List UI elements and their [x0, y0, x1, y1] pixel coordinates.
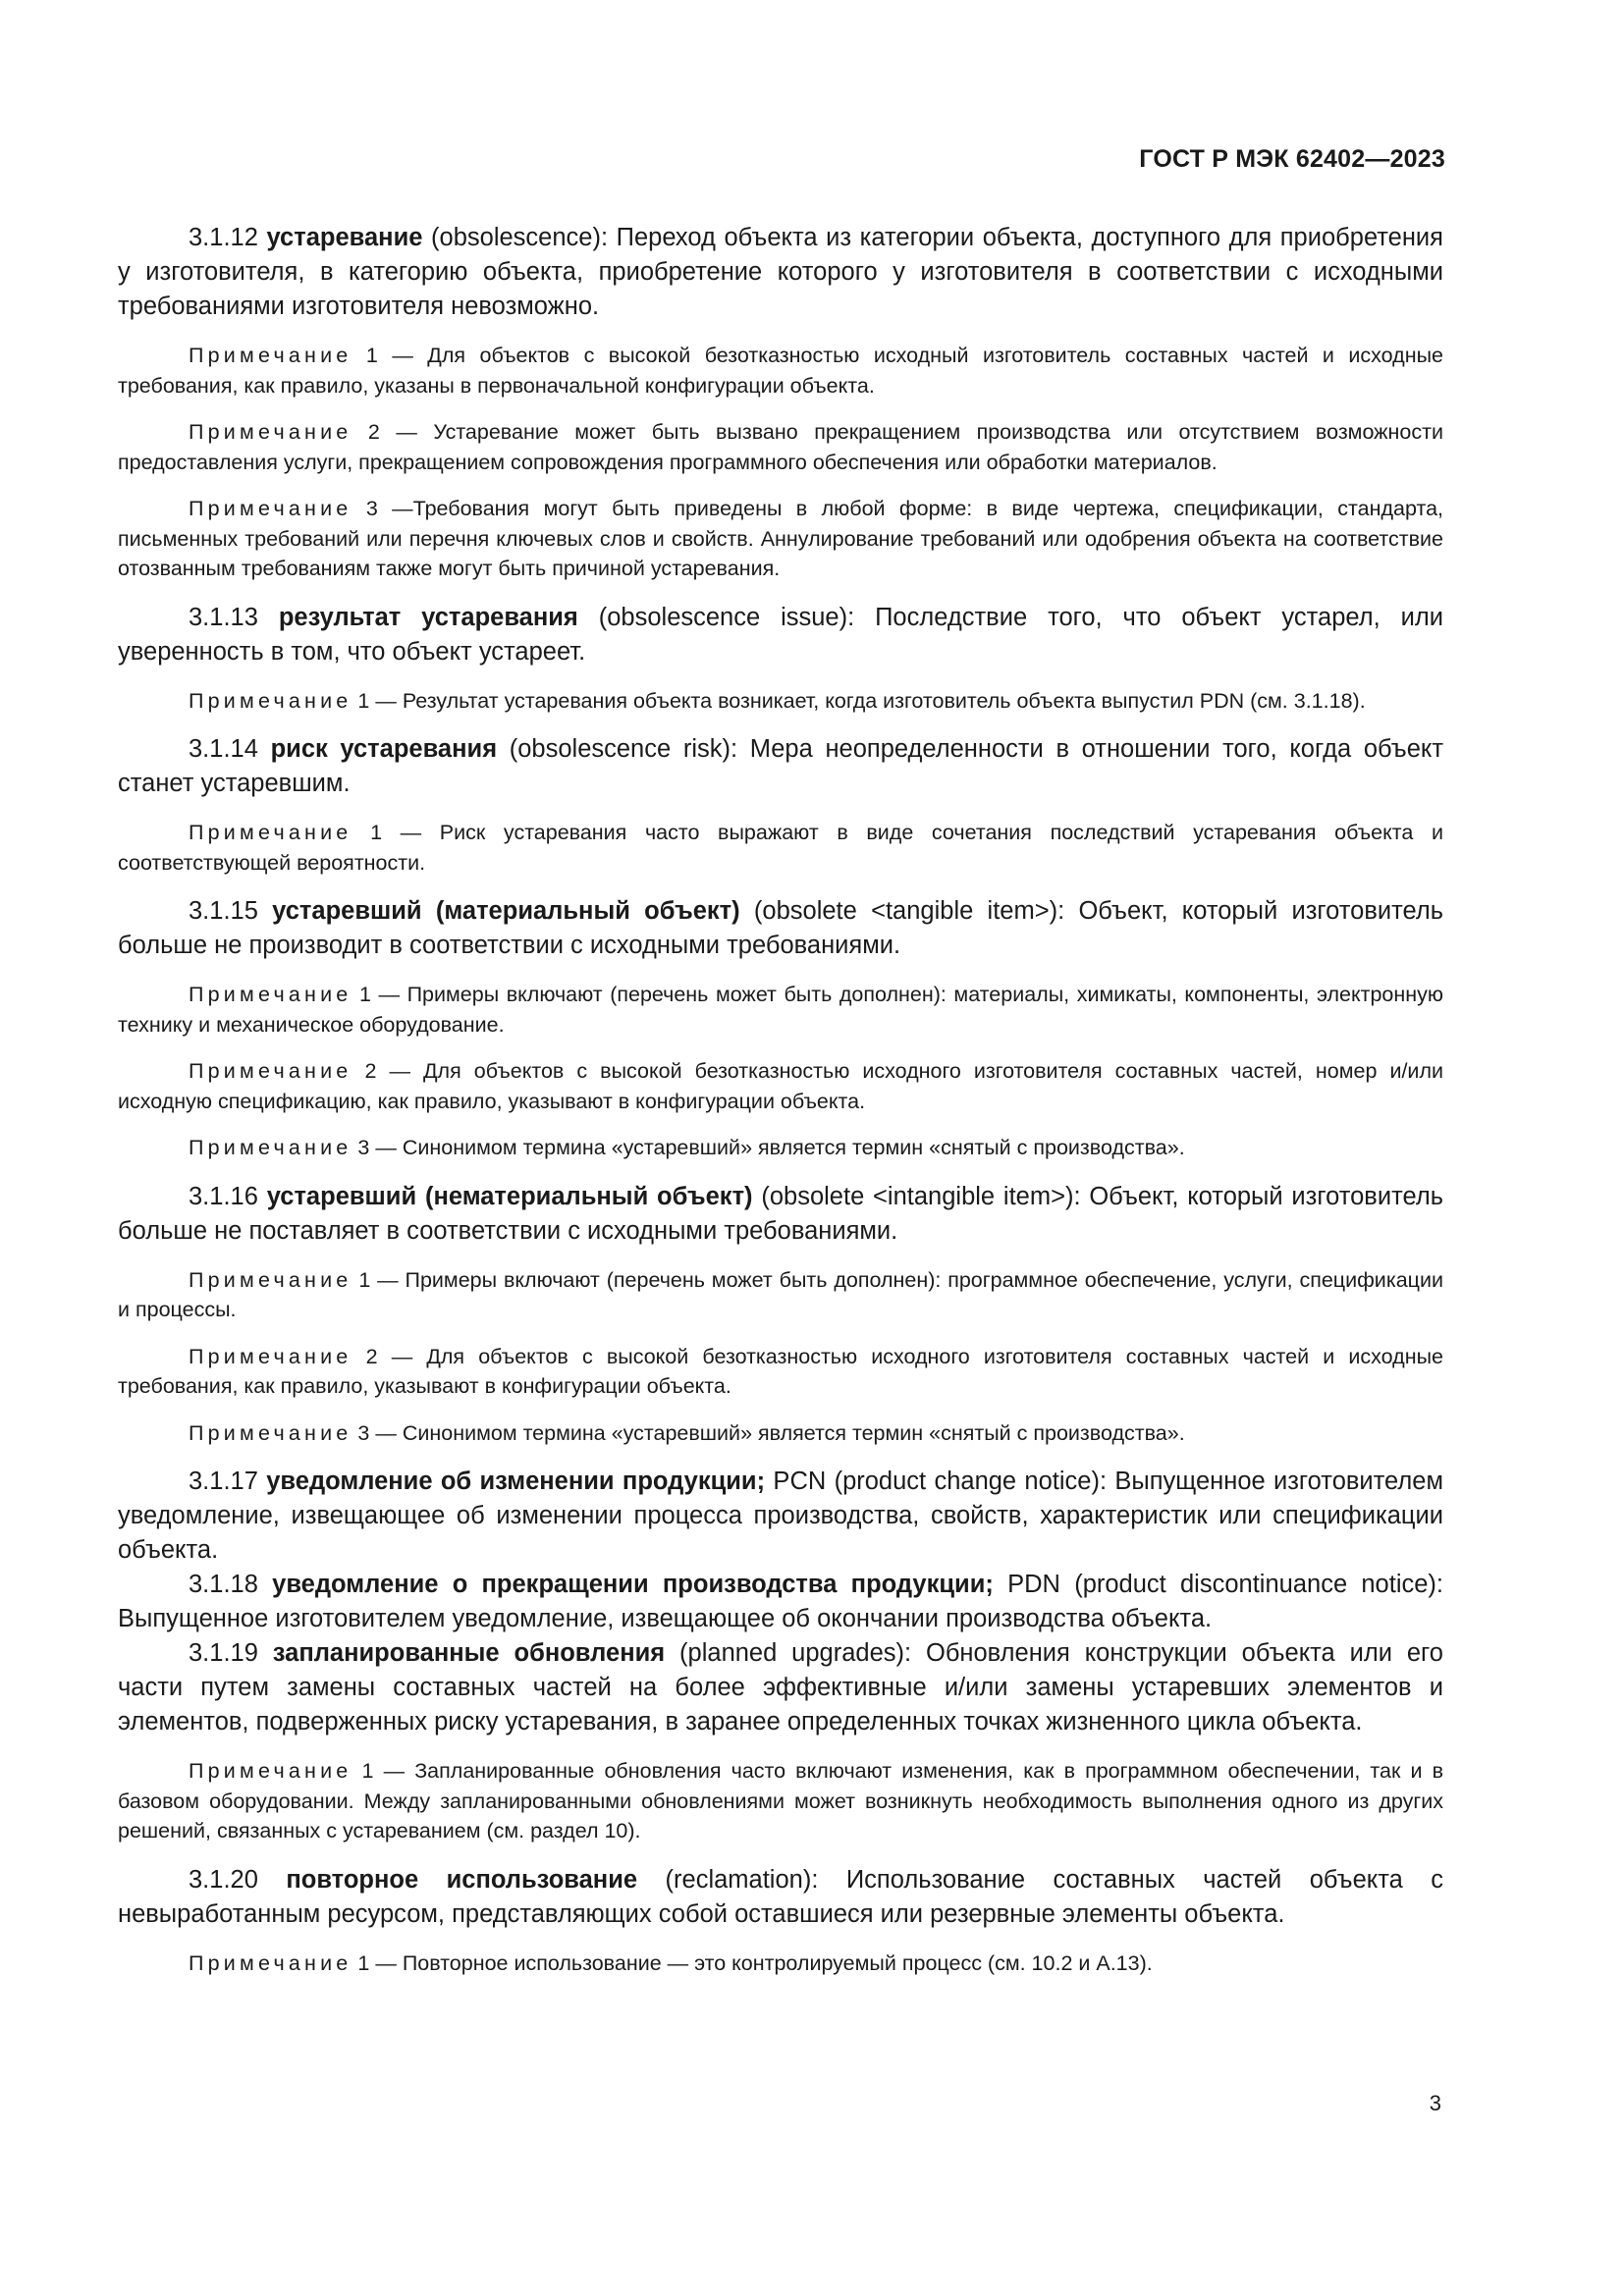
definition-text: (obsolescence): Переход объекта из категории объекта, доступного для приобретения у изготовителя, в категорию объекта, приобретение которого у изготовителя в соответствии с исходными требованиями изготовителя невозможно. — [118, 224, 1443, 320]
note — [118, 1342, 1443, 1402]
definition-number: 3.1.17 — [189, 1468, 258, 1495]
note-label: Примечание — [189, 420, 352, 444]
note-text: 1 — Результат устаревания объекта возникает, когда изготовитель объекта выпустил PDN (см. 3.1.18). — [352, 688, 1366, 713]
definition-number: 3.1.19 — [189, 1639, 258, 1667]
note-label: Примечание — [189, 1759, 352, 1783]
definition-number: 3.1.18 — [189, 1571, 258, 1598]
note-label: Примечание — [189, 821, 352, 844]
note — [118, 1418, 1443, 1449]
definition-term: повторное использование — [286, 1865, 638, 1894]
note-text: 1 — Для объектов с высокой безотказностью исходный изготовитель составных частей и исходные требования, как правило, указаны в первоначальной конфигурации объекта. — [118, 344, 1443, 398]
definition-text: (reclamation): Использование составных частей объекта с невыработанным ресурсом, представляющих собой оставшиеся или резервные элементы объекта. — [118, 1865, 1443, 1928]
definition-text: PCN (product change notice): Выпущенное изготовителем уведомление, извещающее об изменении процесса производства, свойств, характеристик или спецификации объекта. — [118, 1468, 1443, 1564]
definition-3-1-15 — [118, 894, 1443, 963]
definition-term: риск устаревания — [270, 735, 498, 763]
note-label: Примечание — [189, 1950, 352, 1975]
definition-3-1-17 — [118, 1465, 1443, 1568]
note-text: 3 — Синонимом термина «устаревший» является термин «снятый с производства». — [352, 1136, 1185, 1159]
note — [118, 980, 1443, 1040]
note — [118, 1133, 1443, 1163]
definition-number: 3.1.12 — [189, 224, 258, 251]
definition-number: 3.1.14 — [189, 735, 258, 763]
definition-text: (obsolescence risk): Мера неопределенности в отношении того, когда объект станет устаревшим. — [118, 735, 1444, 797]
definition-3-1-14 — [118, 732, 1443, 801]
definition-text: (obsolete <intangible item>): Объект, который изготовитель больше не поставляет в соответствии с исходными требованиями. — [118, 1182, 1443, 1245]
note — [118, 1265, 1443, 1325]
page-number: 3 — [1429, 2091, 1441, 2115]
definition-3-1-16 — [118, 1180, 1443, 1249]
note-text: 1 — Примеры включают (перечень может быть дополнен): программное обеспечение, услуги, спецификации и процессы. — [118, 1267, 1443, 1321]
definition-term: результат устаревания — [278, 603, 578, 631]
definition-term: устаревший (материальный объект) — [272, 897, 740, 925]
note-label: Примечание — [189, 1344, 352, 1368]
document-id-header: ГОСТ Р МЭК 62402—2023 — [1139, 145, 1445, 173]
definition-number: 3.1.13 — [189, 603, 258, 631]
note-label: Примечание — [189, 1420, 352, 1445]
note — [118, 417, 1443, 477]
definition-3-1-13 — [118, 601, 1443, 669]
definition-term: устаревание — [266, 224, 423, 251]
note-text: 2 — Для объектов с высокой безотказностью исходного изготовителя составных частей, номер и/или исходную спецификацию, как правило, указывают в конфигурации объекта. — [118, 1059, 1443, 1113]
definition-term: уведомление об изменении продукции; — [266, 1468, 766, 1495]
note-text: 1 — Риск устаревания часто выражают в виде сочетания последствий устаревания объекта и соответствующей вероятности. — [118, 821, 1443, 875]
note — [118, 1949, 1443, 1979]
note-label: Примечание — [189, 1059, 352, 1083]
note-label: Примечание — [189, 1136, 352, 1159]
note-label: Примечание — [189, 497, 352, 520]
note — [118, 686, 1443, 717]
note-text: 2 — Устаревание может быть вызвано прекращением производства или отсутствием возможности предоставления услуги, прекращением сопровождения программного обеспечения или обработки материалов. — [118, 420, 1443, 474]
note-text: 3 —Требования могут быть приведены в любой форме: в виде чертежа, спецификации, стандарта, письменных требований или перечня ключевых слов и свойств. Аннулирование требований или одобрения объекта на соответствие отозванным требованиям также могут быть причиной устаревания. — [118, 497, 1443, 580]
definition-3-1-18 — [118, 1568, 1443, 1636]
note — [118, 818, 1443, 878]
definition-number: 3.1.20 — [189, 1865, 258, 1894]
note — [118, 1056, 1443, 1116]
note-text: 1 — Примеры включают (перечень может быть дополнен): материалы, химикаты, компоненты, электронную технику и механическое оборудование. — [118, 983, 1443, 1037]
note-text: 2 — Для объектов с высокой безотказностью исходного изготовителя составных частей и исходные требования, как правило, указывают в конфигурации объекта. — [118, 1344, 1443, 1398]
note-label: Примечание — [189, 1267, 352, 1292]
note-label: Примечание — [189, 983, 352, 1006]
definition-number: 3.1.15 — [189, 897, 258, 925]
note-text: 3 — Синонимом термина «устаревший» является термин «снятый с производства». — [352, 1420, 1185, 1445]
definition-term: устаревший (нематериальный объект) — [266, 1182, 753, 1210]
note — [118, 1756, 1443, 1846]
note-text: 1 — Запланированные обновления часто включают изменения, как в программном обеспечении, так и в базовом оборудовании. Между запланированными обновлениями может возникнуть необходимость выполнения одного из других решений, связанных с устареванием (см. раздел 10). — [118, 1759, 1443, 1842]
definition-text: (planned upgrades): Обновления конструкции объекта или его части путем замены составных частей на более эффективные и/или замены устаревших элементов и элементов, подверженных риску устаревания, в заранее определенных точках жизненного цикла объекта. — [118, 1639, 1443, 1735]
definition-text: (obsolete <tangible item>): Объект, который изготовитель больше не производит в соответствии с исходными требованиями. — [118, 897, 1444, 959]
note-text: 1 — Повторное использование — это контролируемый процесс (см. 10.2 и А.13). — [352, 1950, 1153, 1975]
note — [118, 341, 1443, 400]
definition-3-1-19 — [118, 1636, 1443, 1739]
note-label: Примечание — [189, 688, 352, 713]
definition-text: PDN (product discontinuance notice): Выпущенное изготовителем уведомление, извещающее об окончании производства объекта. — [118, 1571, 1443, 1632]
definition-term: уведомление о прекращении производства продукции; — [272, 1571, 994, 1598]
definition-3-1-12 — [118, 221, 1443, 324]
definition-text: (obsolescence issue): Последствие того, что объект устарел, или уверенность в том, что объект устареет. — [118, 603, 1443, 666]
note — [118, 494, 1443, 584]
definition-number: 3.1.16 — [189, 1182, 258, 1210]
definition-term: запланированные обновления — [272, 1639, 666, 1667]
note-label: Примечание — [189, 344, 352, 367]
document-body — [118, 221, 1443, 1995]
definition-3-1-20 — [118, 1863, 1443, 1932]
